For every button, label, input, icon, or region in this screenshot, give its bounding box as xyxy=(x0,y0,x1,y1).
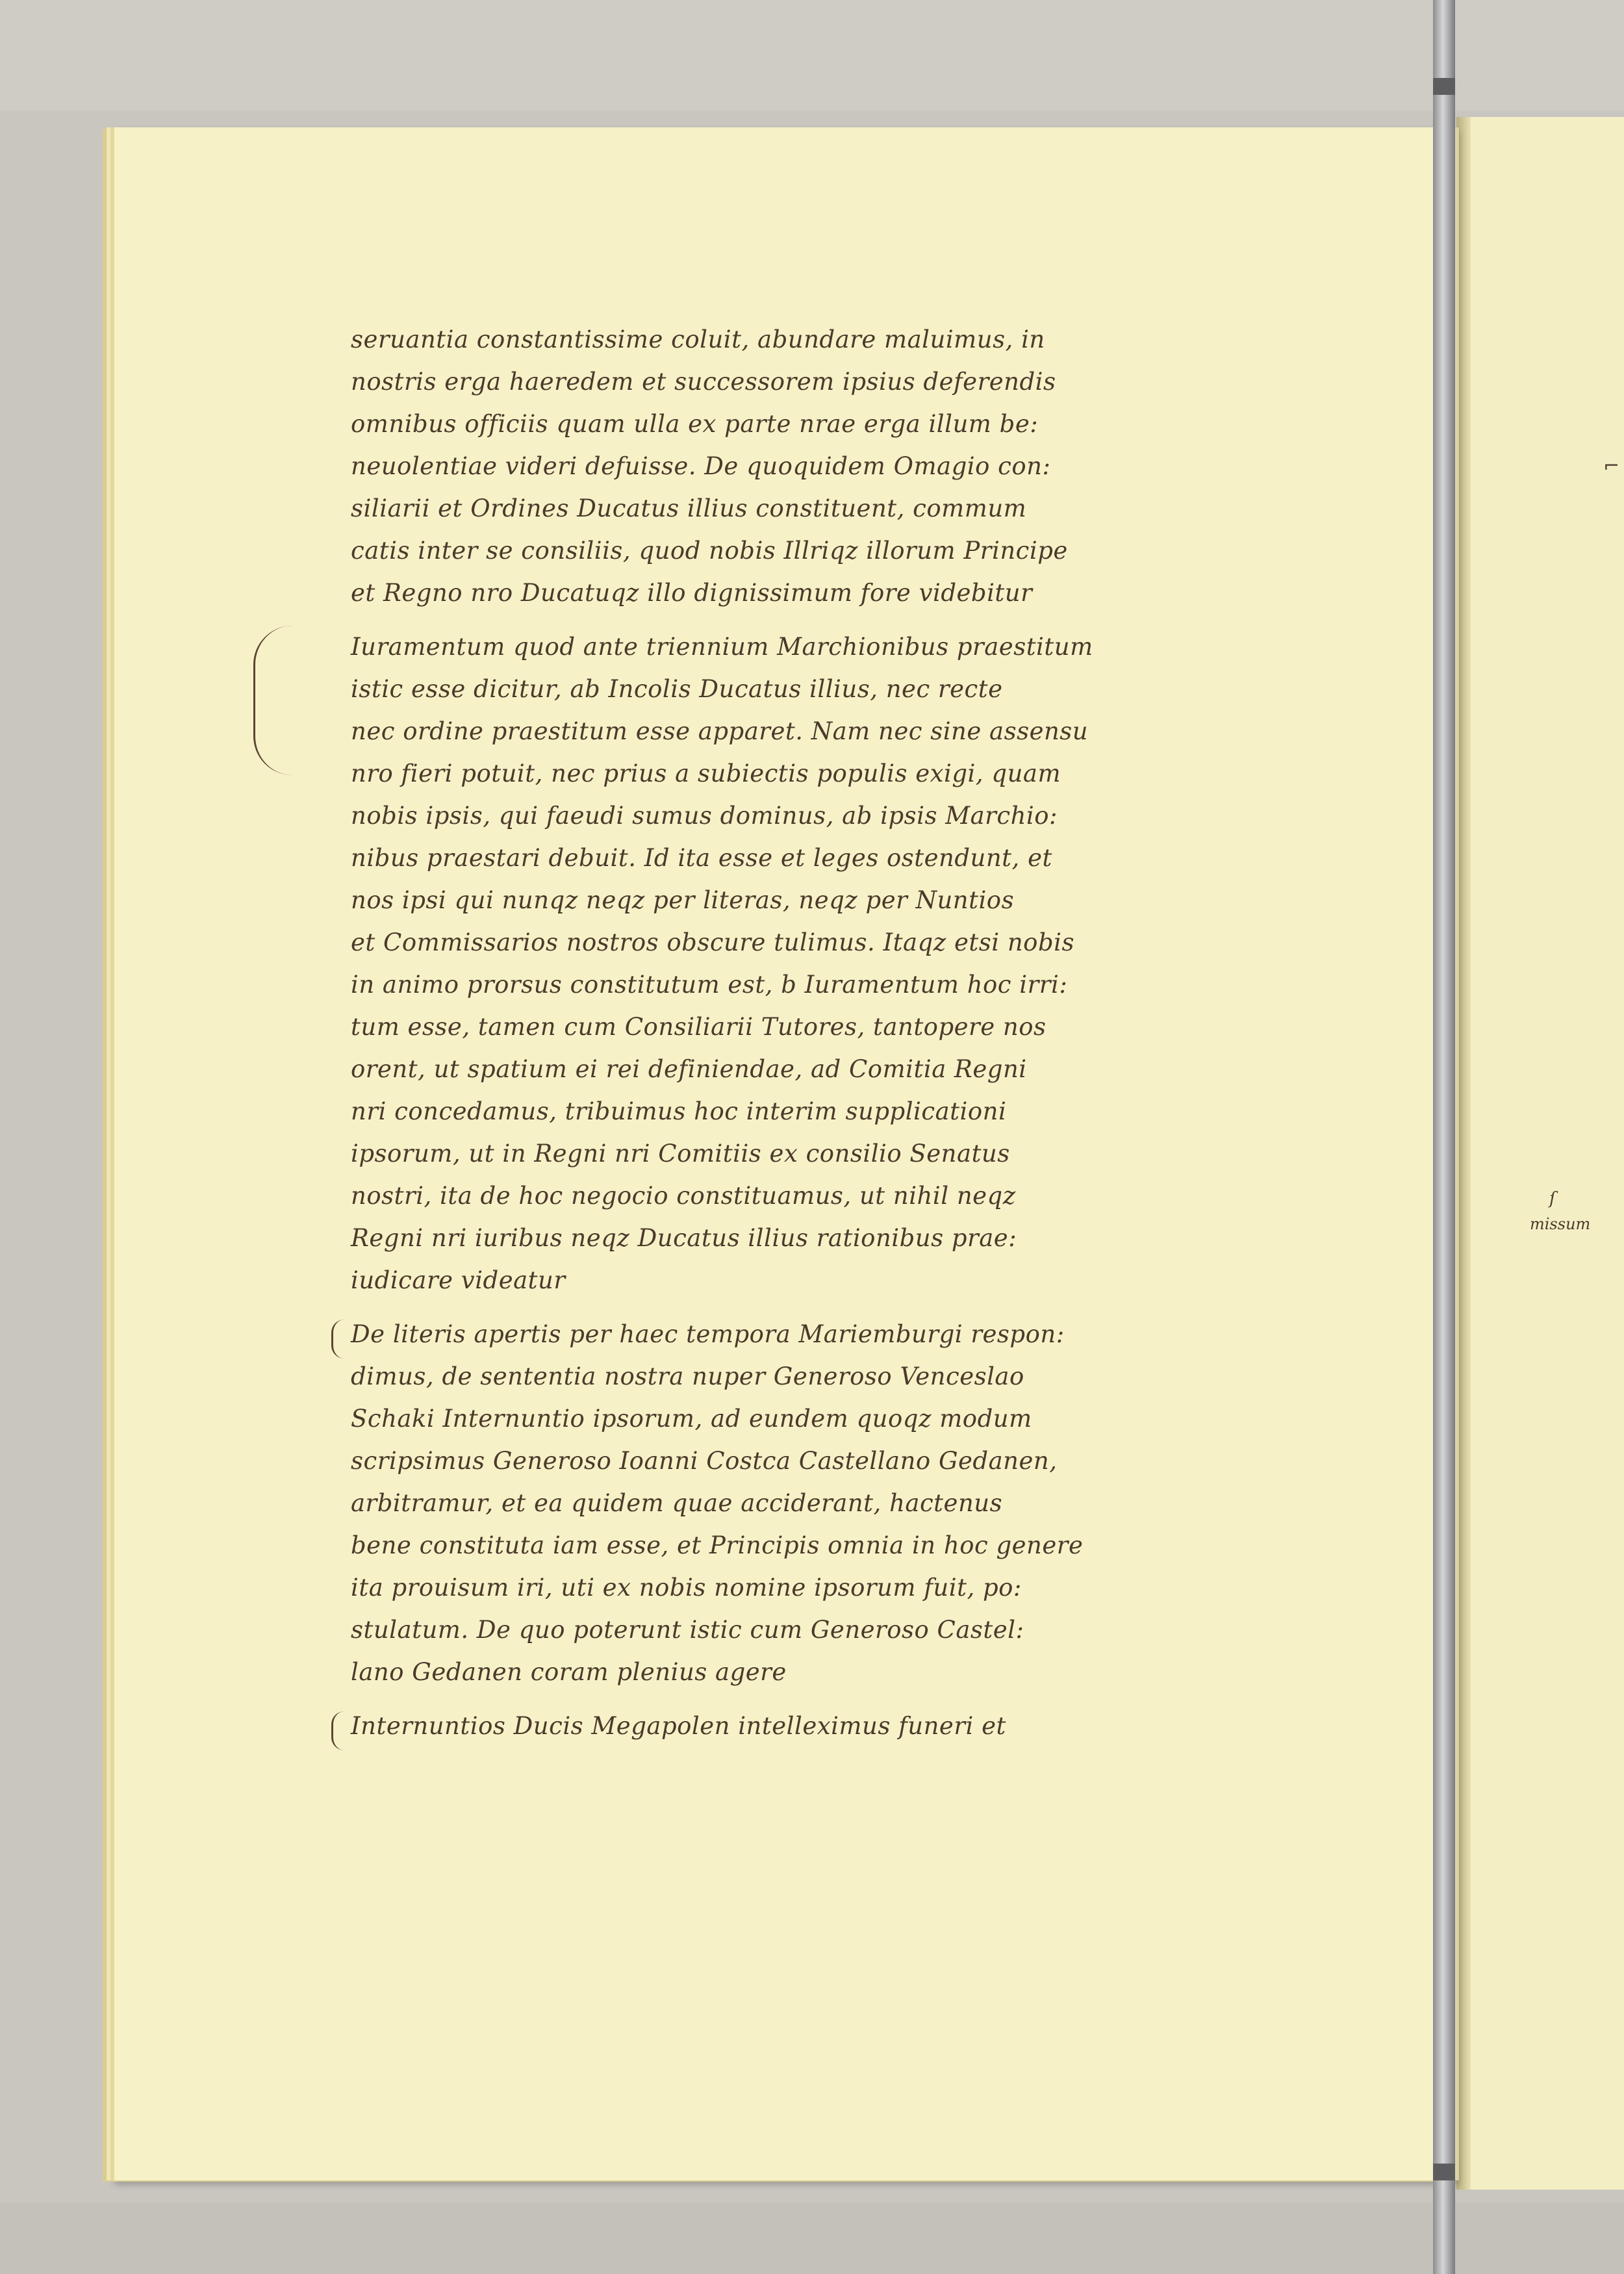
text-line: omnibus officiis quam ulla ex parte nrae erga illum be: xyxy=(351,410,1039,438)
text-line: seruantia constantissime coluit, abundare maluimus, in xyxy=(351,326,1045,353)
clip-notch xyxy=(1433,2164,1455,2180)
paragraph-mark xyxy=(331,1711,353,1750)
paragraph-mark xyxy=(253,626,333,775)
text-line: Regni nri iuribus neqz Ducatus illius rationibus prae: xyxy=(351,1224,1017,1252)
text-line: et Regno nro Ducatuqz illo dignissimum fore videbitur xyxy=(351,579,1033,607)
text-line: De literis apertis per haec tempora Mariemburgi respon: xyxy=(351,1320,1065,1348)
text-line: nri concedamus, tribuimus hoc interim supplicationi xyxy=(351,1097,1007,1125)
text-line: in animo prorsus constitutum est, b Iuramentum hoc irri: xyxy=(351,971,1068,999)
text-line: catis inter se consiliis, quod nobis Illriqz illorum Principe xyxy=(351,537,1068,565)
text-line: ipsorum, ut in Regni nri Comitiis ex consilio Senatus xyxy=(351,1140,1010,1168)
text-line: Schaki Internuntio ipsorum, ad eundem quoqz modum xyxy=(351,1405,1032,1433)
text-line: nostris erga haeredem et successorem ipsius deferendis xyxy=(351,368,1056,396)
text-line: Iuramentum quod ante triennium Marchionibus praestitum xyxy=(351,633,1093,661)
margin-tick: ſ xyxy=(1549,1189,1556,1208)
paragraph xyxy=(351,626,1221,1301)
paragraph-mark xyxy=(331,1320,353,1359)
clip-notch xyxy=(1433,78,1455,95)
paragraph xyxy=(351,1313,1221,1693)
paragraph xyxy=(351,1705,1221,1747)
right-page xyxy=(1468,117,1624,2190)
text-line: orent, ut spatium ei rei definiendae, ad Comitia Regni xyxy=(351,1055,1027,1083)
binding-clip xyxy=(1433,0,1455,2274)
background-bottom xyxy=(0,2203,1624,2274)
text-line: dimus, de sententia nostra nuper Generoso Venceslao xyxy=(351,1362,1024,1390)
text-line: nec ordine praestitum esse apparet. Nam nec sine assensu xyxy=(351,717,1089,745)
edge-mark: ⌐ xyxy=(1603,455,1620,478)
text-line: Internuntios Ducis Megapolen intelleximus funeri et xyxy=(351,1712,1006,1740)
text-line: nos ipsi qui nunqz neqz per literas, neqz per Nuntios xyxy=(351,886,1015,914)
text-line: arbitramur, et ea quidem quae acciderant, hactenus xyxy=(351,1489,1003,1517)
margin-note-text: missum xyxy=(1530,1215,1591,1233)
text-line: stulatum. De quo poterunt istic cum Generoso Castel: xyxy=(351,1616,1024,1644)
margin-note xyxy=(1530,1189,1591,1233)
text-line: nostri, ita de hoc negocio constituamus, ut nihil neqz xyxy=(351,1182,1016,1210)
text-line: bene constituta iam esse, et Principis omnia in hoc genere xyxy=(351,1531,1084,1559)
text-line: nibus praestari debuit. Id ita esse et leges ostendunt, et xyxy=(351,844,1052,872)
text-line: ita prouisum iri, uti ex nobis nomine ipsorum fuit, po: xyxy=(351,1574,1022,1602)
paragraph xyxy=(351,318,1221,614)
text-line: tum esse, tamen cum Consiliarii Tutores, tantopere nos xyxy=(351,1013,1047,1041)
text-line: nro fieri potuit, nec prius a subiectis populis exigi, quam xyxy=(351,760,1061,787)
text-line: lano Gedanen coram plenius agere xyxy=(351,1658,787,1686)
text-line: et Commissarios nostros obscure tulimus. Itaqz etsi nobis xyxy=(351,928,1074,956)
background-top xyxy=(0,0,1624,110)
manuscript-text xyxy=(351,318,1221,1747)
text-line: scripsimus Generoso Ioanni Costca Castellano Gedanen, xyxy=(351,1447,1058,1475)
text-line: neuolentiae videri defuisse. De quoquidem Omagio con: xyxy=(351,452,1051,480)
text-line: siliarii et Ordines Ducatus illius constituent, commum xyxy=(351,494,1027,522)
text-line: iudicare videatur xyxy=(351,1266,566,1294)
text-line: nobis ipsis, qui faeudi sumus dominus, ab ipsis Marchio: xyxy=(351,802,1058,830)
text-line: istic esse dicitur, ab Incolis Ducatus illius, nec recte xyxy=(351,675,1003,703)
